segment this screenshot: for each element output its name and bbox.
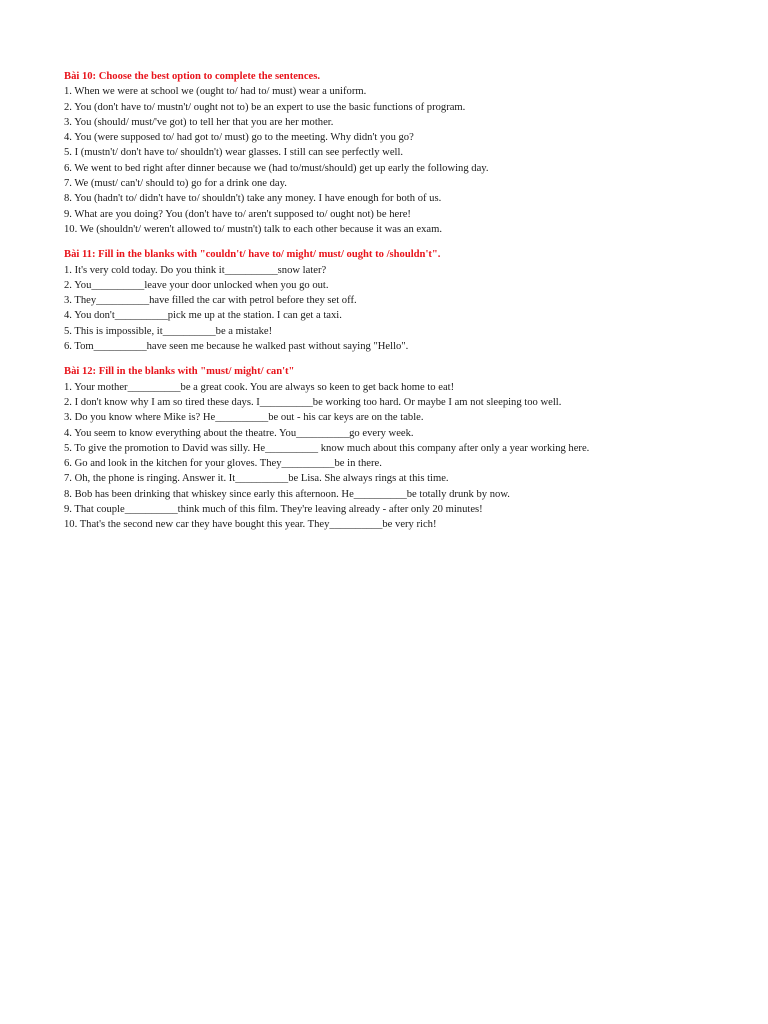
exercise-line: 2. You (don't have to/ mustn't/ ought not to) be an expert to use the basic functions of program.	[64, 101, 466, 113]
section-heading: Bài 10: Choose the best option to complete the sentences.	[64, 71, 320, 82]
exercise-line: 6. Go and look in the kitchen for your gloves. They__________be in there.	[64, 458, 382, 470]
exercise-line: 8. Bob has been drinking that whiskey since early this afternoon. He__________be totally drunk by now.	[64, 488, 510, 500]
exercise-section-10	[64, 69, 744, 237]
section-heading: Bài 11: Fill in the blanks with "couldn't/ have to/ might/ must/ ought to /shouldn't".	[64, 249, 441, 261]
exercise-section-11	[64, 247, 744, 354]
exercise-line: 9. What are you doing? You (don't have to/ aren't supposed to/ ought not) be here!	[64, 208, 411, 220]
exercise-line: 4. You don't__________pick me up at the station. I can get a taxi.	[64, 310, 342, 322]
exercise-line: 5. I (mustn't/ don't have to/ shouldn't) wear glasses. I still can see perfectly well.	[64, 147, 404, 159]
exercise-section-12	[64, 364, 744, 532]
exercise-document	[64, 69, 744, 543]
exercise-line: 4. You seem to know everything about the theatre. You__________go every week.	[64, 427, 414, 439]
exercise-line: 5. To give the promotion to David was silly. He__________ know much about this company after only a year working here.	[64, 442, 590, 454]
exercise-line: 1. When we were at school we (ought to/ had to/ must) wear a uniform.	[64, 86, 367, 98]
exercise-line: 10. That's the second new car they have bought this year. They__________be very rich!	[64, 519, 437, 531]
exercise-line: 4. You (were supposed to/ had got to/ must) go to the meeting. Why didn't you go?	[64, 132, 414, 144]
exercise-line: 1. Your mother__________be a great cook. You are always so keen to get back home to eat!	[64, 381, 455, 393]
exercise-line: 2. You__________leave your door unlocked when you go out.	[64, 279, 329, 291]
exercise-line: 8. You (hadn't to/ didn't have to/ shouldn't) take any money. I have enough for both of us.	[64, 193, 442, 205]
exercise-line: 7. Oh, the phone is ringing. Answer it. It__________be Lisa. She always rings at this time.	[64, 473, 449, 485]
exercise-line: 5. This is impossible, it__________be a mistake!	[64, 325, 273, 337]
exercise-line: 2. I don't know why I am so tired these days. I__________be working too hard. Or maybe I am not sleeping too well.	[64, 396, 562, 408]
exercise-line: 7. We (must/ can't/ should to) go for a drink one day.	[64, 178, 287, 190]
exercise-line: 1. It's very cold today. Do you think it__________snow later?	[64, 264, 327, 276]
section-heading: Bài 12: Fill in the blanks with "must/ might/ can't"	[64, 366, 295, 378]
exercise-line: 10. We (shouldn't/ weren't allowed to/ mustn't) talk to each other because it was an exam.	[64, 223, 443, 235]
exercise-line: 3. They__________have filled the car with petrol before they set off.	[64, 295, 357, 307]
exercise-line: 3. Do you know where Mike is? He__________be out - his car keys are on the table.	[64, 412, 424, 424]
exercise-line: 3. You (should/ must/'ve got) to tell her that you are her mother.	[64, 116, 334, 128]
exercise-line: 9. That couple__________think much of this film. They're leaving already - after only 20 minutes!	[64, 504, 483, 516]
exercise-line: 6. Tom__________have seen me because he walked past without saying "Hello".	[64, 341, 409, 353]
exercise-line: 6. We went to bed right after dinner because we (had to/must/should) get up early the following day.	[64, 162, 489, 174]
